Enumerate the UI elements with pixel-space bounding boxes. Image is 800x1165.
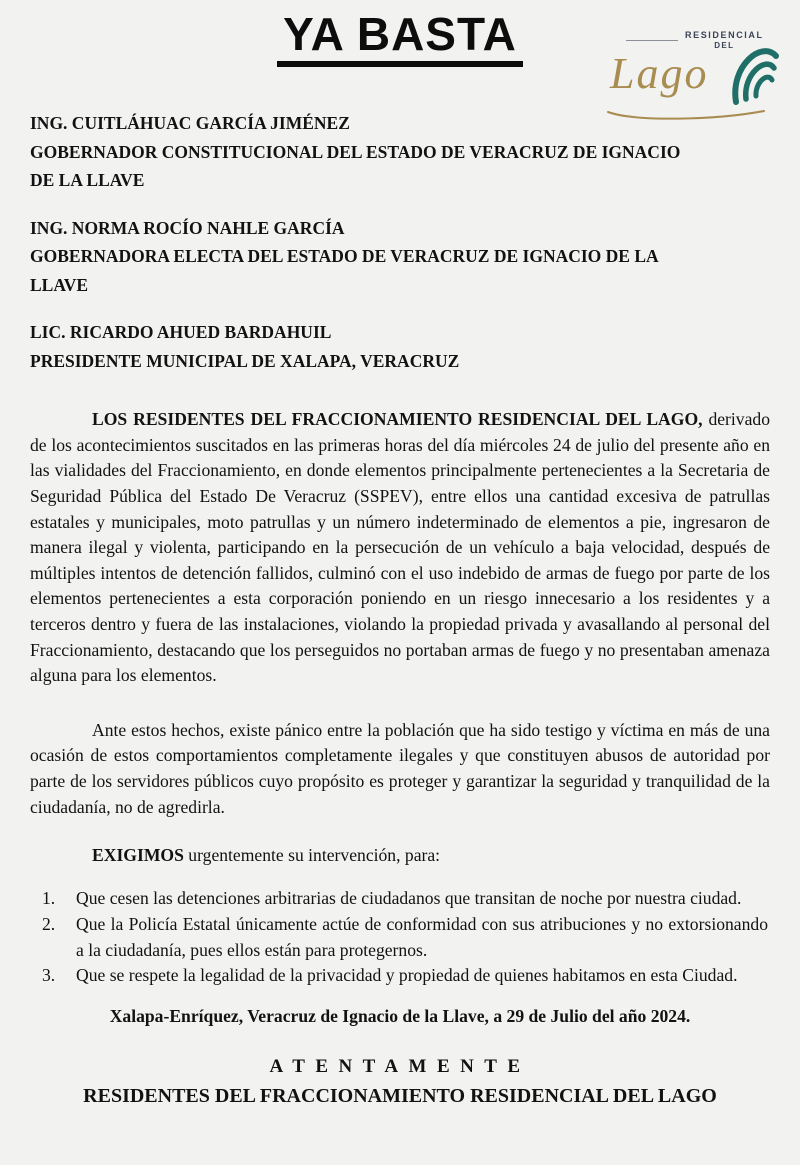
list-item-text: Que se respete la legalidad de la privacidad y propiedad de quienes habitamos en esta Ciudad. — [76, 965, 738, 986]
demands-intro-rest: urgentemente su intervención, para: — [183, 845, 441, 866]
list-item-number: 3. — [42, 965, 56, 986]
list-item-number: 2. — [42, 913, 56, 934]
recipient-mayor — [30, 318, 695, 375]
recipient-name: LIC. RICARDO AHUED BARDAHUIL — [30, 322, 332, 343]
recipient-governor-elect — [30, 214, 695, 300]
paragraph-panic: Ante estos hechos, existe pánico entre la población que ha sido testigo y víctima en más de una ocasión de estos comportamientos completamente ilegales y que constituyen abusos de autoridad por parte de los servidores públicos cuyo propósito es proteger y garantizar la seguridad y tranquilidad de la ciudadanía, no de agredirla. — [30, 719, 770, 817]
logo-flourish-swash — [606, 108, 766, 122]
logo-del-label: DEL — [714, 41, 735, 50]
recipient-name: ING. CUITLÁHUAC GARCÍA JIMÉNEZ — [30, 113, 350, 134]
recipients-block — [30, 109, 695, 375]
demands-intro — [30, 843, 770, 869]
list-item — [30, 912, 770, 963]
demands-list — [30, 886, 770, 988]
recipient-governor — [30, 109, 695, 195]
logo-residencial-label: RESIDENCIAL — [685, 30, 764, 40]
list-item — [30, 963, 770, 989]
paragraph-body-text: derivado de los acontecimientos suscitados en las primeras horas del día miércoles 24 de julio del presente año en las vialidades del Fraccionamiento, en donde elementos principalmente pertenecientes a la Secretaria de Seguridad Pública del Estado De Veracruz (SSPEV), entre ellos una cantidad excesiva de patrullas estatales y municipales, moto patrullas y un número indeterminado de elementos a pie, ingresaron de manera ilegal y violenta, participando en la persecución de un vehículo a baja velocidad, después de múltiples intentos de detención fallidos, culminó con el uso indebido de armas de fuego por parte de los elementos pertenecientes a esta corporación poniendo en un riesgo innecesario a los residentes y a terceros dentro y fuera de las instalaciones, violando la propiedad privada y avasallando al personal del Fraccionamiento, destacando que los perseguidos no portaban armas de fuego y no presentaban amenaza alguna para los elementos. — [30, 409, 770, 686]
dateline: Xalapa-Enríquez, Veracruz de Ignacio de la Llave, a 29 de Julio del año 2024. — [109, 1005, 691, 1026]
exigimos-bold: EXIGIMOS — [92, 845, 184, 866]
list-item-number: 1. — [42, 888, 56, 909]
recipient-title: GOBERNADOR CONSTITUCIONAL DEL ESTADO DE VERACRUZ DE IGNACIO DE LA LLAVE — [30, 141, 681, 191]
residencial-del-lago-logo — [604, 30, 784, 122]
list-item — [30, 886, 770, 912]
recipient-name: ING. NORMA ROCÍO NAHLE GARCÍA — [30, 217, 345, 238]
recipient-title: GOBERNADORA ELECTA DEL ESTADO DE VERACRUZ DE IGNACIO DE LA LLAVE — [30, 246, 658, 295]
page-title: YA BASTA — [277, 10, 523, 67]
paragraph-incident — [30, 407, 770, 689]
wave-arcs-icon — [726, 36, 784, 110]
closing-atentamente: ATENTAMENTE — [269, 1055, 531, 1077]
signature-line: RESIDENTES DEL FRACCIONAMIENTO RESIDENCIAL DEL LAGO — [83, 1084, 717, 1107]
recipient-title: PRESIDENTE MUNICIPAL DE XALAPA, VERACRUZ — [30, 350, 460, 371]
logo-rule-line — [626, 40, 678, 41]
logo-lago-script: Lago — [610, 49, 709, 98]
list-item-text: Que cesen las detenciones arbitrarias de ciudadanos que transitan de noche por nuestra ciudad. — [76, 888, 742, 909]
paragraph-lead-bold: LOS RESIDENTES DEL FRACCIONAMIENTO RESIDENCIAL DEL LAGO, — [92, 409, 703, 430]
list-item-text: Que la Policía Estatal únicamente actúe de conformidad con sus atribuciones y no extorsionando a la ciudadanía, pues ellos están para protegernos. — [76, 913, 768, 960]
